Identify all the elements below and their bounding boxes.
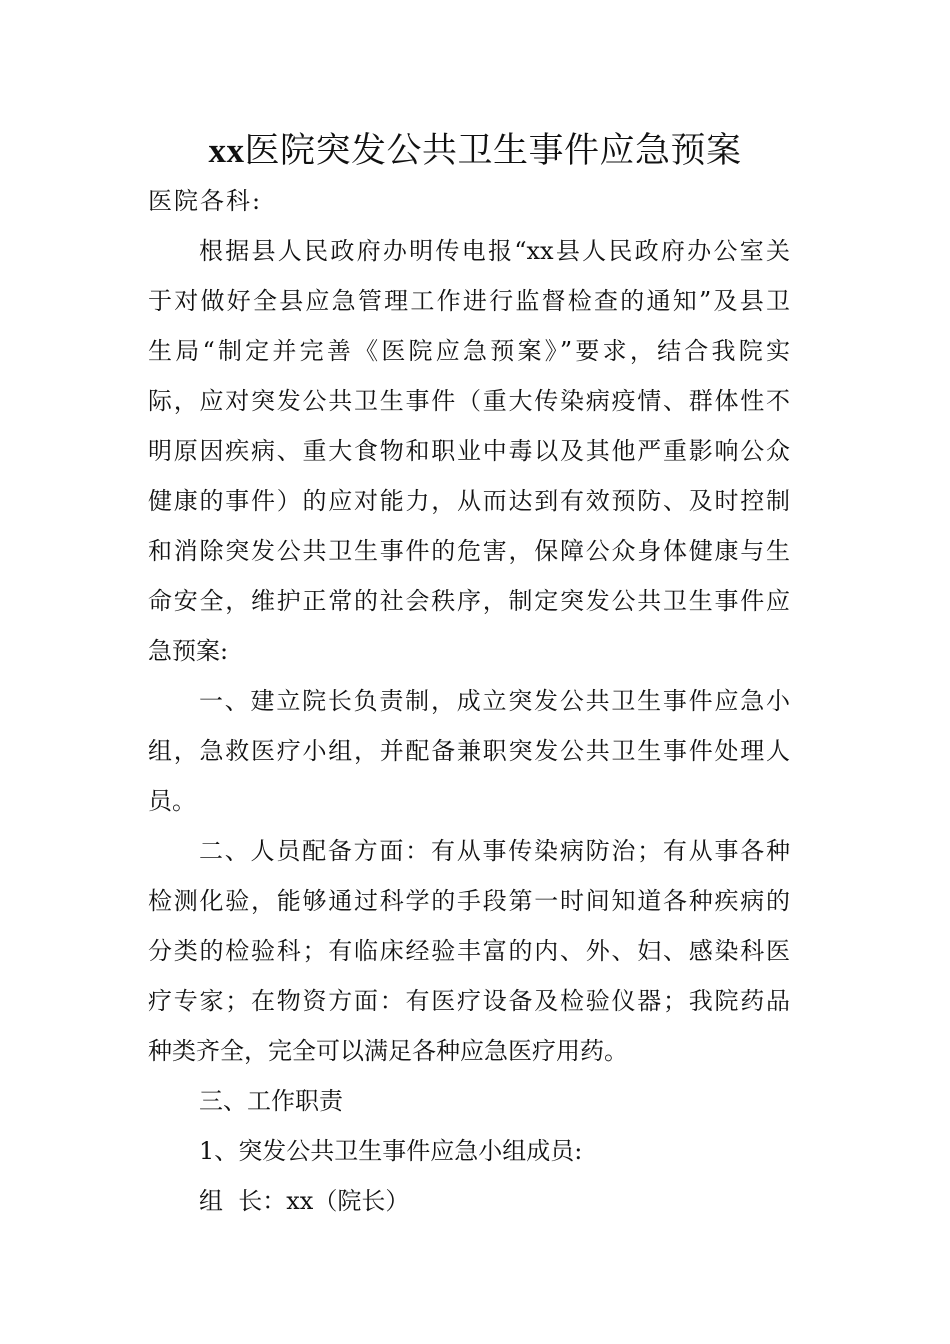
paragraph-leader (148, 1176, 790, 1226)
paragraph-section-3 (148, 1076, 790, 1126)
paragraph-line: 分类的检验科；有临床经验丰富的内、外、妇、感染科医 (148, 937, 790, 965)
paragraph-line: 际，应对突发公共卫生事件（重大传染病疫情、群体性不 (148, 387, 790, 415)
paragraph-intro (148, 226, 790, 676)
paragraph-line: 一、建立院长负责制，成立突发公共卫生事件应急小 (199, 687, 790, 715)
paragraph-line: 急预案: (148, 637, 229, 665)
paragraph-line: 种类齐全，完全可以满足各种应急医疗用药。 (148, 1037, 628, 1065)
paragraph-line: 疗专家；在物资方面：有医疗设备及检验仪器；我院药品 (148, 987, 790, 1015)
section-heading: 三、工作职责 (199, 1087, 343, 1115)
paragraph-item-1 (148, 1126, 790, 1176)
document-title (0, 126, 950, 176)
title-text: 医院突发公共卫生事件应急预案 (244, 131, 742, 171)
paragraph-line: 和消除突发公共卫生事件的危害，保障公众身体健康与生 (148, 537, 790, 565)
paragraph-line: 检测化验，能够通过科学的手段第一时间知道各种疾病的 (148, 887, 790, 915)
paragraph-line: 组 长：xx（院长） (199, 1187, 410, 1215)
salutation: 医院各科: (148, 187, 263, 215)
paragraph-line: 明原因疾病、重大食物和职业中毒以及其他严重影响公众 (148, 437, 790, 465)
paragraph-line: 生局“制定并完善《医院应急预案》”要求，结合我院实 (148, 337, 790, 365)
paragraph-line: 于对做好全县应急管理工作进行监督检查的通知”及县卫 (148, 287, 790, 315)
title-prefix: xx (208, 131, 245, 170)
paragraph-line: 二、人员配备方面：有从事传染病防治；有从事各种 (199, 837, 790, 865)
document-body (148, 226, 790, 1226)
paragraph-line: 组，急救医疗小组，并配备兼职突发公共卫生事件处理人 (148, 737, 790, 765)
paragraph-line: 员。 (148, 787, 196, 815)
paragraph-line: 命安全，维护正常的社会秩序，制定突发公共卫生事件应 (148, 587, 790, 615)
paragraph-section-1 (148, 676, 790, 826)
paragraph-line: 根据县人民政府办明传电报“xx县人民政府办公室关 (199, 237, 790, 265)
paragraph-section-2 (148, 826, 790, 1076)
paragraph-line: 健康的事件）的应对能力，从而达到有效预防、及时控制 (148, 487, 790, 515)
paragraph-line: 1、突发公共卫生事件应急小组成员: (199, 1137, 583, 1165)
